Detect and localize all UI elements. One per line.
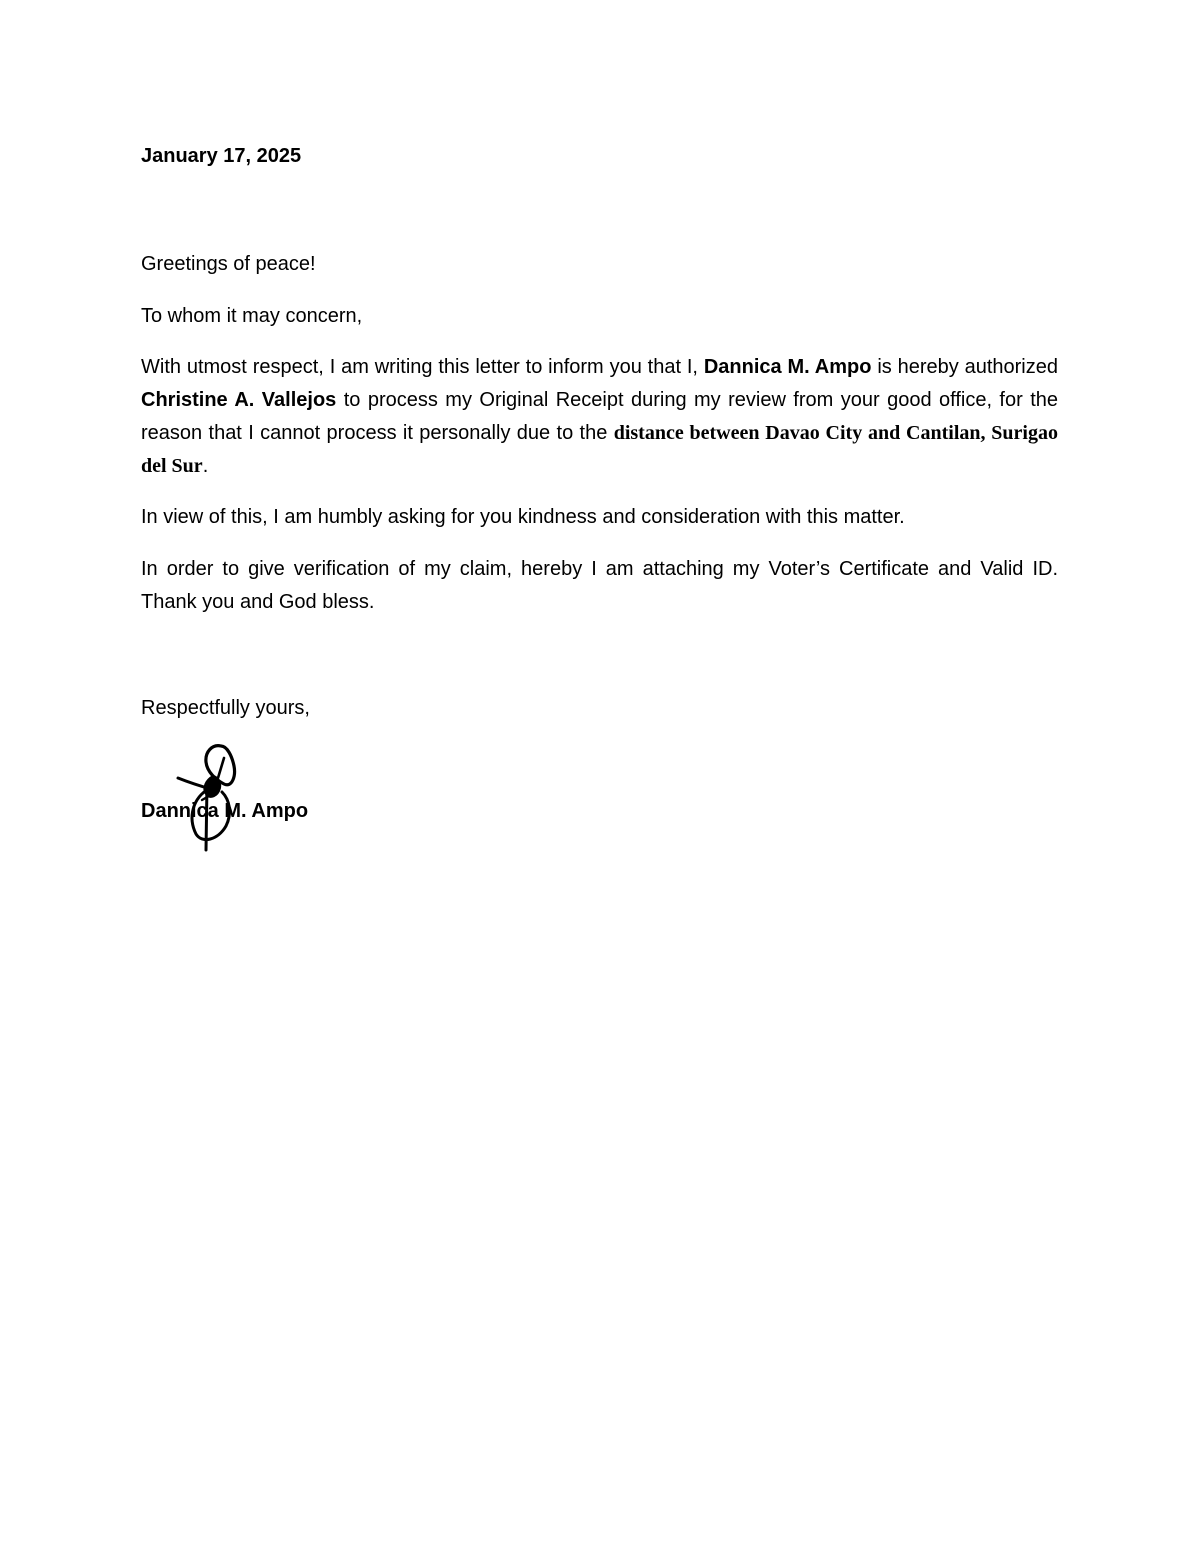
salutation: To whom it may concern,	[141, 305, 363, 327]
closing: Respectfully yours,	[141, 697, 310, 719]
paragraph-mid: is hereby authorized	[871, 356, 1058, 378]
paragraph-mid: to process my Original Receipt during my review from your good office, for the reason that I cannot process it personally due to the	[141, 389, 1058, 444]
sender-name: Dannica M. Ampo	[703, 356, 872, 378]
paragraph-intro: With utmost respect, I am writing this letter to inform you that I,	[141, 356, 704, 378]
reason-text: distance between Davao City and Cantilan, Surigao del Sur	[141, 422, 1058, 477]
signer-name: Dannica M. Ampo	[141, 800, 309, 822]
greeting: Greetings of peace!	[141, 253, 316, 275]
body-paragraph-attachments: In order to give verification of my claim, hereby I am attaching my Voter’s Certificate and Valid ID. Thank you and God bless.	[141, 558, 1058, 613]
handwritten-signature	[172, 738, 252, 853]
body-paragraph-request: In view of this, I am humbly asking for you kindness and consideration with this matter.	[141, 506, 905, 528]
body-paragraph-authorization	[141, 351, 1058, 483]
paragraph-end: .	[202, 455, 209, 477]
letter-date: January 17, 2025	[141, 145, 302, 167]
authorized-person-name: Christine A. Vallejos	[141, 389, 337, 411]
